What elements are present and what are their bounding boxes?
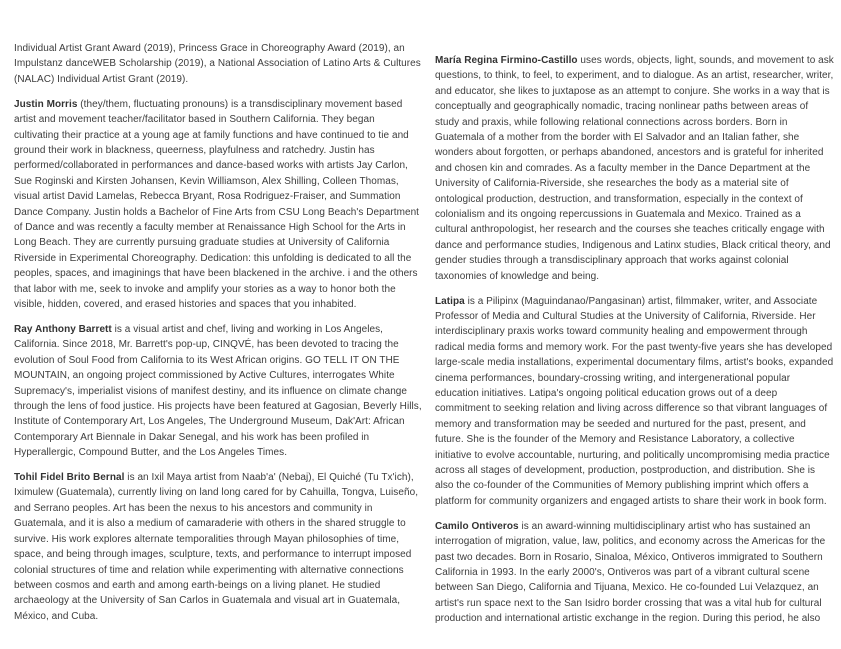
bio-text: is an Ixil Maya artist from Naab'a' (Nebaj), El Quiché (Tu Tx'ich), Iximulew (Guatemala), currently living on land long cared for by Cahuilla, Tongva, Luiseño, and Serrano peoples. Art has been the nexus to his ancestors and community in Guatemala, and it is also a medium of camaraderie with others in the shared struggle to survive. His work explores alternate temporalities through Mayan philosophies of time, space, and being through images, sculpture, texts, and performance to interrupt imposed colonial structures of time and relation while experimenting with alternative connections between cosmos and earth and among earth-beings on a living planet. He studied archaeology at the University of San Carlos in Guatemala and visual art in Guatemala, México, and Cuba. bbox=[14, 472, 419, 622]
bio-paragraph-tohil-fidel-brito-bernal bbox=[14, 470, 422, 624]
bio-paragraph-awards-continuation bbox=[14, 41, 422, 87]
artist-name: Ray Anthony Barrett bbox=[14, 323, 112, 335]
bio-text: is a Pilipinx (Maguindanao/Pangasinan) artist, filmmaker, writer, and Associate Professor of Media and Cultural Studies at the University of California, Riverside. Her interdisciplinary praxis works toward community healing and empowerment through radical media forms and memory work. For the past twenty-five years she has developed large-scale media installations, experimental documentary films, artist's books, expanded cinema performances, boundary-crossing writing, and intergenerational popular education initiatives. Latipa's ongoing political education grows out of a deep commitment to seeking relation and living across difference so that vibrant languages of memory and transformation may be seeded and nurtured for the past, present, and future. She is the founder of the Memory and Resistance Laboratory, a collective initiative to evolve accountable, nurturing, and politically uncompromising media practice across all stages of development, production, postproduction, and distribution. She is also the co-founder of the Communities of Memory publishing imprint which offers a platform for community organizers and engaged artists to share their work in book form. bbox=[435, 295, 834, 507]
artist-name: Tohil Fidel Brito Bernal bbox=[14, 472, 125, 484]
left-column bbox=[14, 41, 422, 634]
bio-paragraph-latipa bbox=[435, 294, 834, 510]
bio-text: is a visual artist and chef, living and working in Los Angeles, California. Since 2018, Mr. Barrett's pop-up, CINQVÉ, has been devoted to tracing the evolution of Soul Food from California to its West African origins. GO TELL IT ON THE MOUNTAIN, an ongoing project commissioned by Active Cultures, interrogates White Supremacy's, imperialist visions of manifest destiny, and its influence on climate change through the lens of food justice. His projects have been featured at Gagosian, Beverly Hills, Institute of Contemporary Art, Los Angeles, The Underground Museum, Dak'Art: African Contemporary Art Biennale in Dakar Senegal, and his work has been profiled in Hyperallergic, Compound Butter, and the Los Angeles Times. bbox=[14, 323, 422, 459]
bio-paragraph-maria-regina-firmino-castillo bbox=[435, 53, 834, 284]
bio-text: (they/them, fluctuating pronouns) is a transdisciplinary movement based artist and movement teacher/facilitator based in Southern California. They began cultivating their practice at a young age at family functions and have continued to tie and ground their work in blackness, queerness, playfulness and ratchedry. Justin has performed/collaborated in performances and dance-based works with artists Jay Carlon, Sue Roginski and Kirsten Johansen, Kevin Williamson, Alex Shilling, Colleen Thomas, visual artist David Lamelas, Rebecca Bryant, Rosa Rodriguez-Fraiser, and Summation Dance Company. Justin holds a Bachelor of Fine Arts from CSU Long Beach's Department of Dance and was recently a faculty member at Renaissance High School for the Arts in Long Beach. They are currently pursuing graduate studies at University of California Riverside in Experimental Choreography. Dedication: this unfolding is dedicated to all the peoples, spaces, and imaginings that have been blackened in the archive. i and the others that labor with me, seek to invoke and amplify your stories as a way to honor both the visible, hidden, covered, and erased histories and spaces that you inhabited. bbox=[14, 98, 420, 310]
artist-name: Justin Morris bbox=[14, 98, 78, 110]
bio-text: uses words, objects, light, sounds, and movement to ask questions, to think, to feel, to experiment, and to dialogue. As an artist, researcher, writer, and educator, she likes to juxtapose as an attempt to conjure. She works in a way that is conceptually and geographically nomadic, tracing nonlinear paths between areas of study and praxis, while following relational connections across borders. Born in Guatemala of a mother from the border with El Salvador and an Italian father, she wonders about forgotten, or perhaps abandoned, ancestors and is grateful for inherited and chosen kin and comrades. As a faculty member in the Dance Department at the University of California-Riverside, she researches the body as a material site of ontological production, destruction, and transformation, especially in the context of colonialism and its ongoing repercussions in Guatemala and Mexico. Trained as a cultural anthropologist, her research and the courses she teaches critically engage with dance and performance studies, Indigenous and Latinx studies, Black critical theory, and gender studies through a transdisciplinary approach that works against colonial taxonomies of knowledge and being. bbox=[435, 55, 834, 282]
bio-text: Individual Artist Grant Award (2019), Princess Grace in Choreography Award (2019), an Impulstanz danceWEB Scholarship (2019), a National Association of Latino Arts & Cultures (NALAC) Individual Artist Grant (2019). bbox=[14, 43, 421, 85]
bio-paragraph-camilo-ontiveros bbox=[435, 519, 834, 627]
artist-name: María Regina Firmino-Castillo bbox=[435, 55, 578, 66]
bio-paragraph-ray-anthony-barrett bbox=[14, 322, 422, 461]
artist-name: Latipa bbox=[435, 295, 465, 307]
bio-text: is an award-winning multidisciplinary artist who has sustained an interrogation of migration, value, law, politics, and economy across the Americas for the past two decades. Born in Rosario, Sinaloa, México, Ontiveros immigrated to Southern California in 1993. In the early 2000's, Ontiveros was part of a vibrant cultural scene between San Diego, California and Tijuana, Mexico. He co-founded Lui Velazquez, an artist's run space next to the San Isidro border crossing that was a vital hub for cultural production and international artistic exchange in the region. During this period, he also bbox=[435, 520, 826, 625]
right-column bbox=[435, 53, 834, 636]
bio-paragraph-justin-morris bbox=[14, 97, 422, 313]
artist-name: Camilo Ontiveros bbox=[435, 520, 519, 532]
